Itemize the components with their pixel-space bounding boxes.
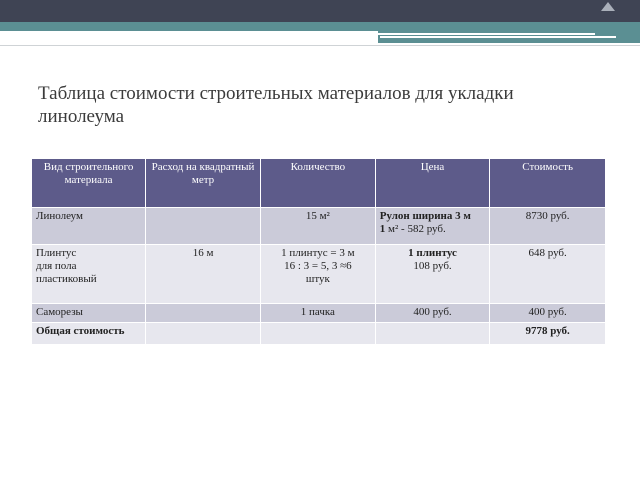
- cell-price: [375, 323, 490, 345]
- cell-consumption: [146, 208, 261, 245]
- header-consumption: Расход на квадратный метр: [146, 159, 261, 208]
- cell-quantity: [260, 245, 375, 304]
- decor-line: [0, 33, 595, 35]
- decor-thin-line: [0, 45, 640, 46]
- cell-quantity: [260, 323, 375, 345]
- quantity-line: 16 : 3 = 5, 3 ≈6: [284, 260, 352, 272]
- cell-consumption: [146, 304, 261, 323]
- cell-quantity: 1 пачка: [260, 304, 375, 323]
- price-bold: 1 плинтус: [408, 247, 457, 259]
- total-label: Общая стоимость: [36, 325, 125, 337]
- header-material: Вид строительного материала: [32, 159, 146, 208]
- triangle-icon: [601, 2, 615, 11]
- cell-material: [32, 323, 146, 345]
- decor-line: [380, 36, 616, 38]
- cell-cost: 648 руб.: [490, 245, 606, 304]
- cell-material: Саморезы: [32, 304, 146, 323]
- material-line: для пола: [36, 260, 77, 272]
- quantity-line: 1 плинтус = 3 м: [281, 247, 355, 259]
- top-dark-band: [0, 0, 640, 22]
- materials-table: [31, 158, 606, 345]
- cell-consumption: 16 м: [146, 245, 261, 304]
- cell-cost: 8730 руб.: [490, 208, 606, 245]
- cell-price: 400 руб.: [375, 304, 490, 323]
- table-row: [32, 304, 606, 323]
- cell-cost: [490, 323, 606, 345]
- header-price: Цена: [375, 159, 490, 208]
- cell-price: [375, 208, 490, 245]
- cell-quantity: 15 м²: [260, 208, 375, 245]
- cell-material: [32, 245, 146, 304]
- cell-consumption: [146, 323, 261, 345]
- header-cost: Стоимость: [490, 159, 606, 208]
- table-row-total: [32, 323, 606, 345]
- price-rest: 108 руб.: [413, 260, 452, 272]
- material-line: пластиковый: [36, 273, 97, 285]
- price-bold: Рулон ширина 3 м: [379, 210, 471, 222]
- material-line: Плинтус: [36, 247, 77, 259]
- quantity-line: штук: [305, 273, 330, 285]
- cell-material: Линолеум: [32, 208, 146, 245]
- header-quantity: Количество: [260, 159, 375, 208]
- price-rest: м² - 582 руб.: [385, 223, 446, 235]
- price-bold-2: 1: [379, 223, 386, 235]
- top-teal-band: [0, 22, 640, 31]
- page-title: Таблица стоимости строительных материалов для укладки линолеума: [38, 83, 514, 127]
- table-header-row: [32, 159, 606, 208]
- cell-price: [375, 245, 490, 304]
- table-row: [32, 245, 606, 304]
- table-row: [32, 208, 606, 245]
- cell-cost: 400 руб.: [490, 304, 606, 323]
- total-cost: 9778 руб.: [525, 325, 570, 337]
